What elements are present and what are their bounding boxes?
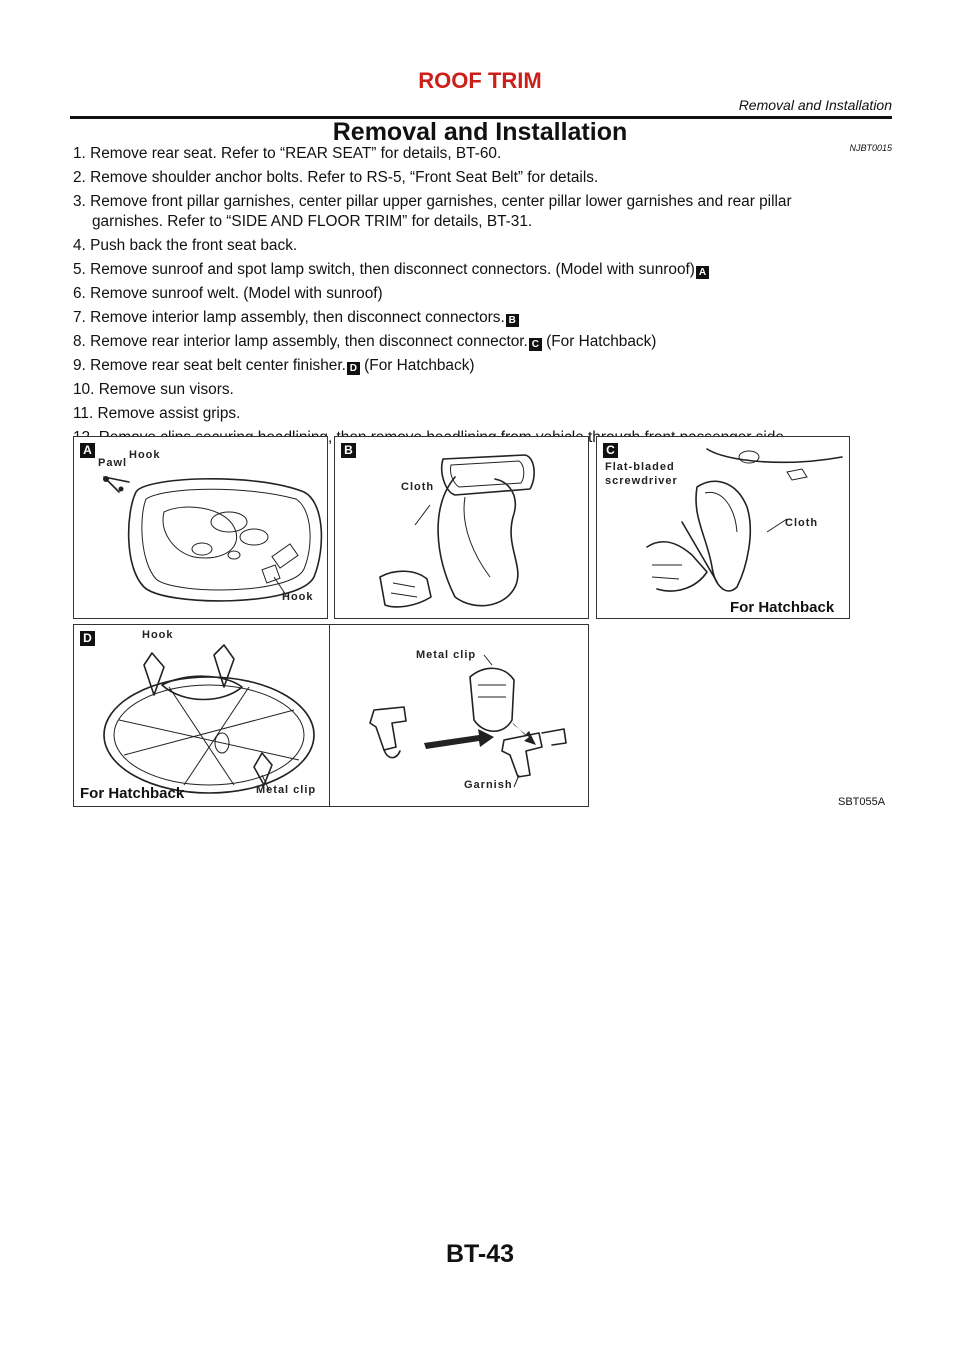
figure-panel-d [73, 624, 589, 807]
figure-ref-icon: B [506, 314, 519, 327]
step-text: Remove rear interior lamp assembly, then disconnect connector. [90, 333, 528, 350]
step-text: Remove shoulder anchor bolts. Refer to RS-5, “Front Seat Belt” for details. [90, 169, 599, 186]
figure-panel-b [334, 436, 589, 619]
callout-cloth-c: Cloth [785, 517, 819, 529]
step-item [73, 308, 895, 328]
step-text: Remove sunroof welt. (Model with sunroof) [90, 285, 383, 302]
step-number: 2. [73, 169, 86, 186]
figure-code: SBT055A [838, 796, 886, 808]
figure-ref-icon: C [529, 338, 542, 351]
callout-hook-top: Hook [129, 449, 161, 461]
step-item [73, 260, 895, 280]
step-text: Push back the front seat back. [90, 237, 298, 254]
step-note: (For Hatchback) [359, 357, 475, 374]
step-text: Remove front pillar garnishes, center pillar upper garnishes, center pillar lower garnishes and rear pillar [90, 193, 792, 210]
step-text: Remove sun visors. [98, 381, 234, 398]
step-item [73, 168, 895, 188]
panel-label-b: B [341, 443, 356, 458]
panel-label-d: D [80, 631, 95, 646]
step-item [73, 144, 895, 164]
figure-group [73, 436, 850, 807]
callout-metal-clip-left: Metal clip [256, 784, 317, 796]
step-text: Remove sunroof and spot lamp switch, then disconnect connectors. (Model with sunroof) [90, 261, 695, 278]
step-number: 5. [73, 261, 86, 278]
panel-c-footer: For Hatchback [730, 599, 835, 616]
step-continuation: garnishes. Refer to “SIDE AND FLOOR TRIM” for details, BT-31. [92, 213, 533, 230]
seat-belt-finisher-illustration [74, 625, 590, 808]
step-number: 3. [73, 193, 86, 210]
figure-ref-icon: D [347, 362, 360, 375]
callout-screwdriver: screwdriver [605, 475, 678, 487]
step-text: Remove rear seat belt center finisher. [90, 357, 346, 374]
step-text: Remove interior lamp assembly, then disconnect connectors. [90, 309, 505, 326]
header-subtitle: Removal and Installation [738, 97, 892, 113]
step-item [73, 192, 895, 232]
step-number: 9. [73, 357, 86, 374]
figure-ref-icon: A [696, 266, 709, 279]
step-item [73, 404, 895, 424]
header-title: ROOF TRIM [418, 68, 542, 93]
section-code: NJBT0015 [849, 143, 892, 153]
callout-flat-bladed: Flat-bladed [605, 461, 675, 473]
step-number: 1. [73, 145, 86, 162]
steps-list [73, 144, 895, 452]
step-text: Remove assist grips. [97, 405, 241, 422]
callout-hook-bottom: Hook [282, 591, 314, 603]
step-number: 10. [73, 381, 95, 398]
callout-metal-clip-right: Metal clip [416, 649, 477, 661]
panel-label-c: C [603, 443, 618, 458]
section-title: Removal and Installation [332, 118, 628, 146]
step-item [73, 380, 895, 400]
step-item [73, 356, 895, 376]
figure-panel-c [596, 436, 850, 619]
panel-d-footer: For Hatchback [80, 785, 185, 802]
step-number: 8. [73, 333, 86, 350]
figure-panel-a [73, 436, 328, 619]
step-number: 4. [73, 237, 86, 254]
step-text: Remove rear seat. Refer to “REAR SEAT” for details, BT-60. [90, 145, 502, 162]
callout-garnish: Garnish [464, 779, 513, 791]
step-number: 11. [73, 405, 94, 422]
callout-cloth-b: Cloth [401, 481, 435, 493]
step-item [73, 332, 895, 352]
step-number: 7. [73, 309, 86, 326]
callout-hook-d: Hook [142, 629, 174, 641]
panel-label-a: A [80, 443, 95, 458]
interior-lamp-illustration [335, 437, 590, 620]
step-item [73, 284, 895, 304]
step-note: (For Hatchback) [541, 333, 657, 350]
page-number: BT-43 [445, 1240, 515, 1268]
step-number: 6. [73, 285, 86, 302]
callout-pawl: Pawl [98, 457, 128, 469]
step-item [73, 236, 895, 256]
